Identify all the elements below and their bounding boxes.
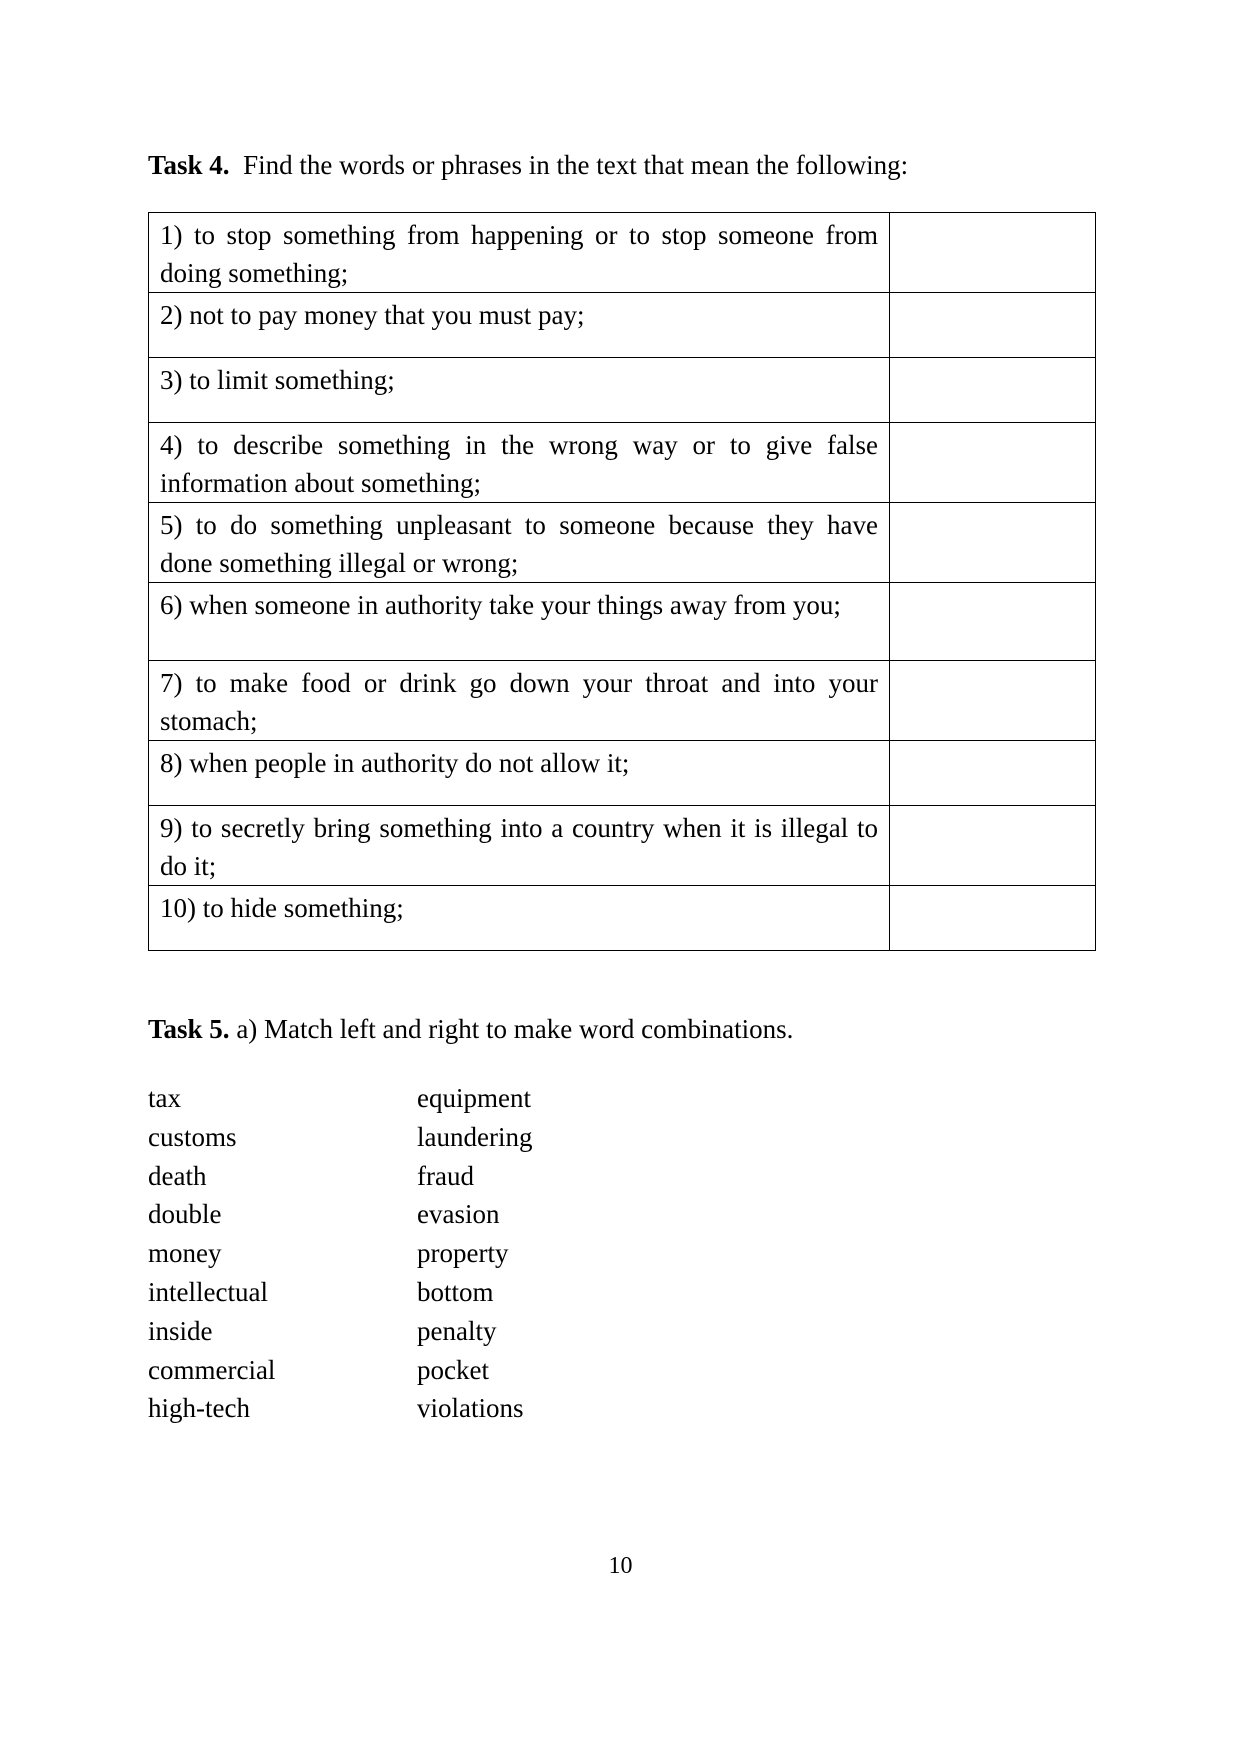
answer-cell[interactable] [890,583,1096,661]
definition-cell: 4) to describe something in the wrong way or to give false information about something; [149,423,890,503]
definition-cell: 6) when someone in authority take your things away from you; [149,583,890,661]
task5-heading [148,1012,793,1046]
answer-cell[interactable] [890,886,1096,951]
list-item: intellectual [148,1276,268,1307]
list-item: violations [417,1393,524,1424]
list-item: double [148,1199,222,1230]
task4-heading [148,148,908,182]
right-word-list [417,1079,532,1428]
list-item: high-tech [148,1393,250,1424]
answer-cell[interactable] [890,358,1096,423]
answer-cell[interactable] [890,213,1096,293]
definition-cell: 2) not to pay money that you must pay; [149,293,890,358]
definition-cell: 8) when people in authority do not allow it; [149,741,890,806]
list-item: inside [148,1315,213,1346]
list-item: tax [148,1083,181,1113]
definition-cell: 5) to do something unpleasant to someone because they have done something illegal or wrong; [149,503,890,583]
task4-instruction: Find the words or phrases in the text that mean the following: [243,150,909,180]
table-row [149,293,1096,358]
list-item: bottom [417,1276,494,1307]
list-item: laundering [417,1121,533,1152]
answer-cell[interactable] [890,423,1096,503]
list-item: equipment [417,1083,531,1113]
answer-cell[interactable] [890,293,1096,358]
answer-cell[interactable] [890,741,1096,806]
answer-cell[interactable] [890,806,1096,886]
list-item: pocket [417,1354,489,1385]
left-word-list [148,1079,275,1428]
table-row [149,741,1096,806]
definition-cell: 3) to limit something; [149,358,890,423]
list-item: death [148,1160,207,1191]
page-number: 10 [608,1553,633,1579]
list-item: customs [148,1121,237,1152]
answer-cell[interactable] [890,503,1096,583]
list-item: commercial [148,1354,276,1385]
table-row [149,358,1096,423]
list-item: fraud [417,1160,474,1191]
table-row [149,503,1096,583]
answer-cell[interactable] [890,661,1096,741]
definitions-table [148,212,1096,951]
definition-cell: 10) to hide something; [149,886,890,951]
task5-instruction: a) Match left and right to make word combinations. [236,1014,794,1044]
list-item: money [148,1238,222,1269]
list-item: penalty [417,1315,497,1346]
table-row [149,213,1096,293]
task5-label: Task 5. [148,1014,230,1044]
table-row [149,661,1096,741]
definition-cell: 7) to make food or drink go down your throat and into your stomach; [149,661,890,741]
definition-cell: 1) to stop something from happening or to stop someone from doing something; [149,213,890,293]
table-row [149,886,1096,951]
table-row [149,806,1096,886]
list-item: evasion [417,1199,500,1230]
table-row [149,423,1096,503]
table-row [149,583,1096,661]
definition-cell: 9) to secretly bring something into a country when it is illegal to do it; [149,806,890,886]
list-item: property [417,1238,509,1269]
task4-label: Task 4. [148,150,230,180]
